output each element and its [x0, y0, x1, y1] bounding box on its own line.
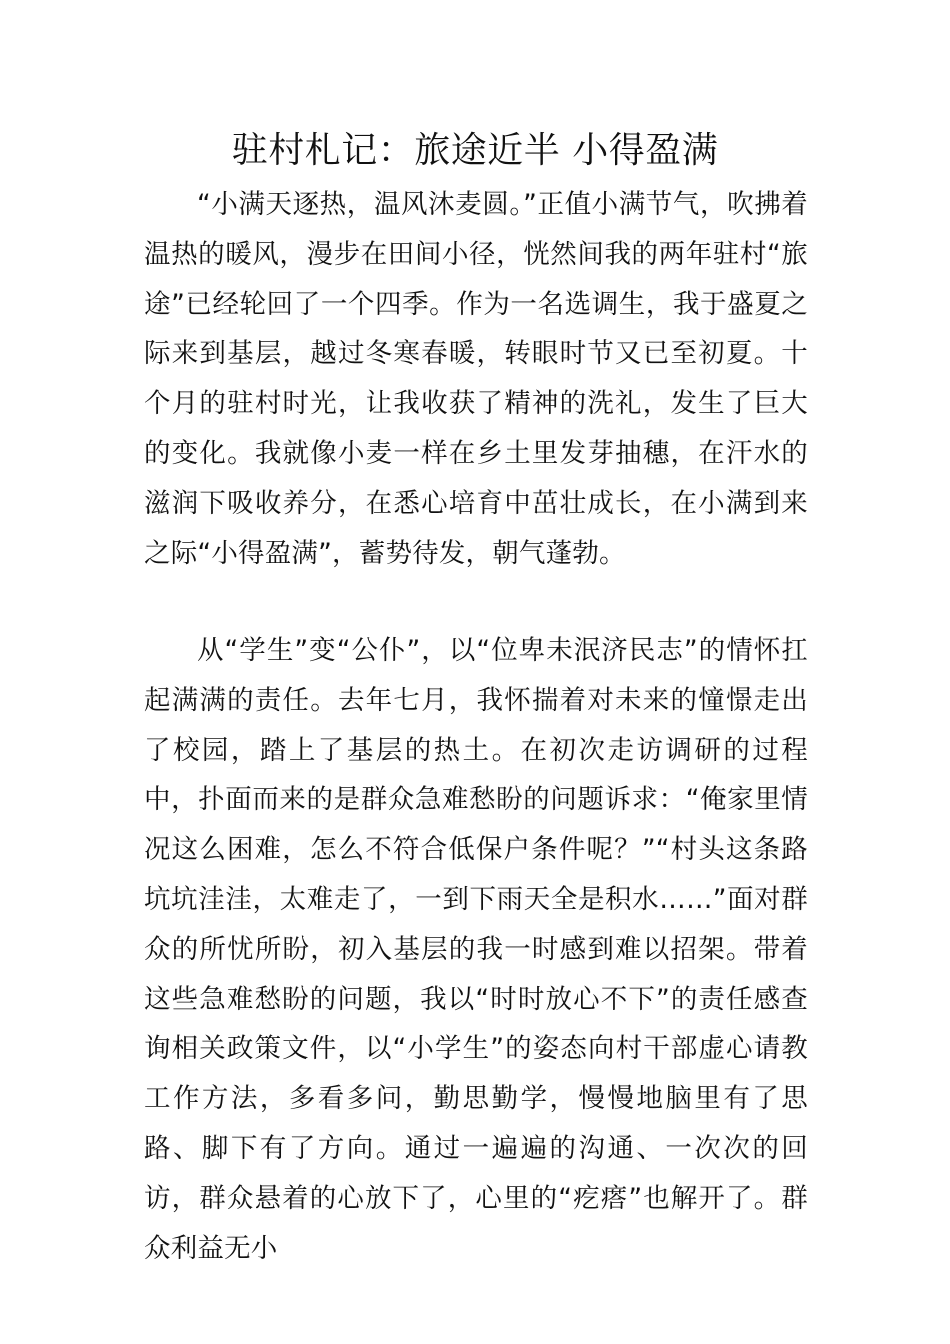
paragraph-2: 从“学生”变“公仆”，以“位卑未泯济民志”的情怀扛起满满的责任。去年七月，我怀揣着对未来的憧憬走出了校园，踏上了基层的热土。在初次走访调研的过程中，扑面而来的是群众急难愁盼的问题诉求：“俺家里情况这么困难，怎么不符合低保户条件呢？”“村头这条路坑坑洼洼，太难走了，一到下雨天全是积水……”面对群众的所忧所盼，初入基层的我一时感到难以招架。带着这些急难愁盼的问题，我以“时时放心不下”的责任感查询相关政策文件，以“小学生”的姿态向村干部虚心请教工作方法，多看多问，勤思勤学，慢慢地脑里有了思路、脚下有了方向。通过一遍遍的沟通、一次次的回访，群众悬着的心放下了，心里的“疙瘩”也解开了。群众利益无小 [144, 635, 808, 1264]
paragraph-1: “小满天逐热，温风沐麦圆。”正值小满节气，吹拂着温热的暖风，漫步在田间小径，恍然间我的两年驻村“旅途”已经轮回了一个四季。作为一名选调生，我于盛夏之际来到基层，越过冬寒春暖，转眼时节又已至初夏。十个月的驻村时光，让我收获了精神的洗礼，发生了巨大的变化。我就像小麦一样在乡土里发芽抽穗，在汗水的滋润下吸收养分，在悉心培育中茁壮成长，在小满到来之际“小得盈满”，蓄势待发，朝气蓬勃。 [144, 189, 808, 569]
document-title: 驻村札记：旅途近半 小得盈满 [231, 130, 719, 171]
